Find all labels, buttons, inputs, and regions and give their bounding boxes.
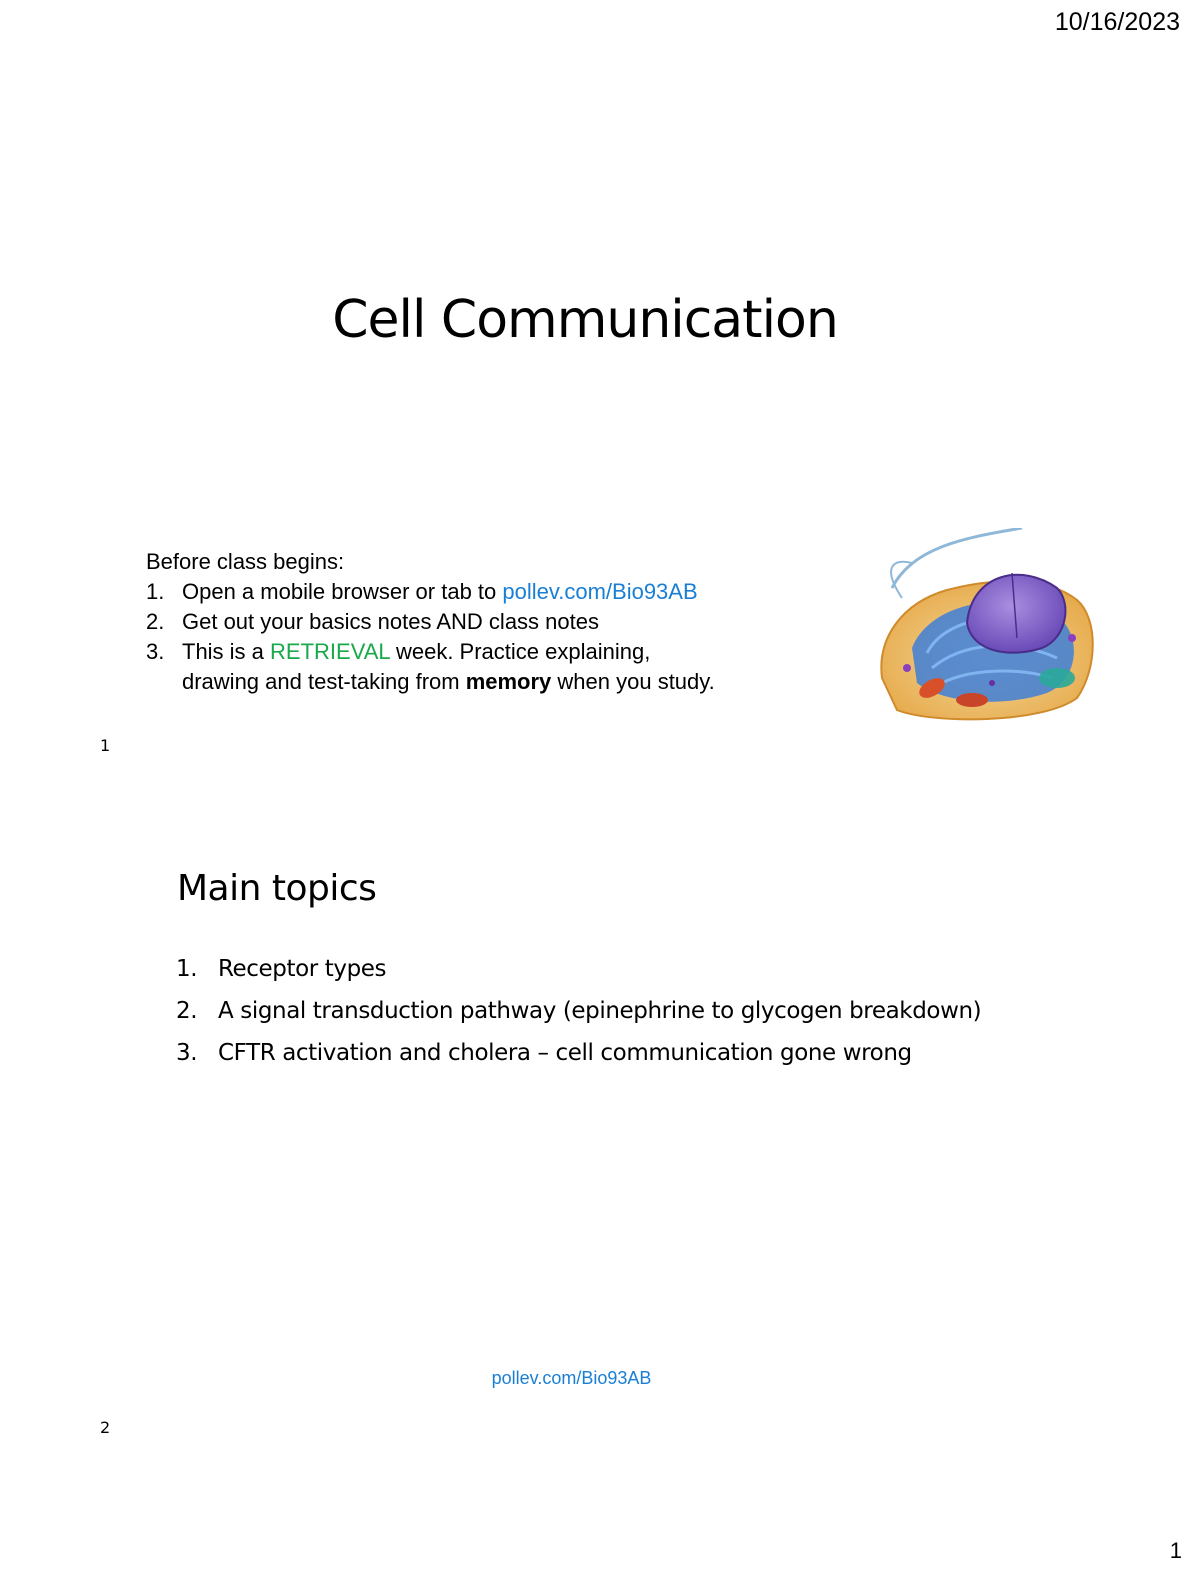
list-item-text: A signal transduction pathway (epinephrine to glycogen breakdown) [218,998,982,1024]
list-item [176,948,1076,990]
list-item-number: 1. [176,956,198,982]
main-topics-list [176,948,1076,1074]
list-item [146,607,866,637]
animal-cell-icon [872,528,1098,724]
pollev-footer-link[interactable]: pollev.com/Bio93AB [491,1368,652,1388]
pollev-link[interactable]: pollev.com/Bio93AB [502,579,698,604]
list-item-number: 3. [146,639,165,664]
list-item-text: This is a [182,639,271,664]
slide-1-title: Cell Communication [332,290,838,350]
list-item-number: 2. [176,998,198,1024]
page-number: 1 [1169,1538,1182,1563]
list-item-text: Open a mobile browser or tab to [182,579,503,604]
list-item-text: drawing and test-taking from [182,669,466,694]
list-item-text: Get out your basics notes AND class notes [182,609,599,634]
print-date: 10/16/2023 [1054,8,1180,36]
list-item-number: 3. [176,1040,198,1066]
slide-number: 1 [100,736,111,755]
list-item-text: CFTR activation and cholera – cell communication gone wrong [218,1040,912,1066]
list-item-text: week. Practice explaining, [389,639,651,664]
list-item-text: Receptor types [218,956,387,982]
list-item [176,990,1076,1032]
memory-emphasis: memory [465,669,552,694]
retrieval-highlight: RETRIEVAL [270,639,390,664]
list-item-number: 1. [146,579,165,604]
list-item-text: when you study. [551,669,715,694]
list-item [146,637,866,697]
list-item [146,577,866,607]
slide-number: 2 [100,1418,111,1437]
before-class-instructions [146,547,866,697]
list-item [176,1032,1076,1074]
instructions-list [146,577,866,697]
slide-2-title: Main topics [177,868,377,909]
instructions-intro: Before class begins: [146,549,345,574]
list-item-number: 2. [146,609,165,634]
